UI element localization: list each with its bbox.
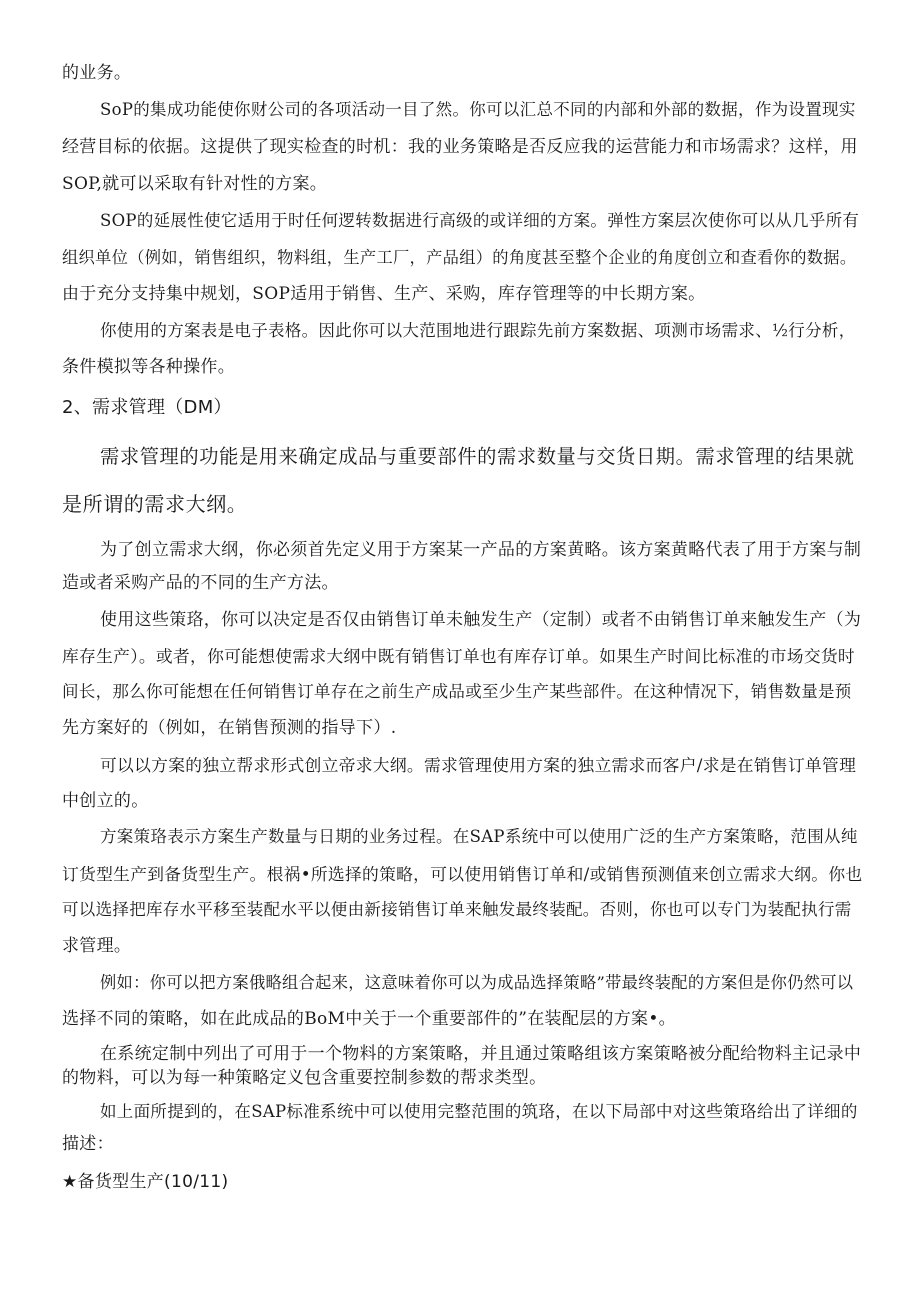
text-line: 可以选择把库存水平移至装配水平以便由新接销售订单来触发最终装配。否则，你也可以专门为装配执行需: [62, 900, 852, 919]
text-line: 为了创立需求大纲，你必须首先定义用于方案某一产品的方案黄略。该方案黄略代表了用于方案与制: [100, 540, 862, 560]
text-line: 订货型生产到备货型生产。根祸•所选择的策略，可以使用销售订单和/或销售预测值来创立需求大纲。你也: [62, 864, 863, 884]
text-line: 的物料，可以为每一种策略定义包含重要控制参数的帮求类型。: [62, 1068, 547, 1088]
text-line: 例如：你可以把方案俄略组合起来，这意味着你可以为成品选择策略”带最终装配的方案但是你仍然可以: [100, 973, 854, 992]
text-line: 经营目标的依据。这提供了现实检查的时机：我的业务策略是否反应我的运营能力和市场需求？这样，用: [62, 137, 858, 157]
text-line: 条件模拟等各种操作。: [62, 357, 235, 377]
text-line: 中创立的。: [62, 791, 149, 811]
text-line: 可以以方案的独立帮求形式创立帝求大纲。需求管理使用方案的独立需求而客户/求是在销售订单管理: [100, 755, 857, 775]
text-line: 组织单位（例如，销售组织，物料组，生产工厂，产品组）的角度甚至整个企业的角度创立和查看你的数据。: [62, 248, 857, 267]
text-line: 方案策珞表示方案生产数量与日期的业务过程。在SAP系统中可以使用广泛的生产方案策略，范围从纯: [100, 827, 858, 846]
text-line: 使用这些策珞，你可以决定是否仅由销售订单未触发生产（定制）或者不由销售订单来触发生产（为: [100, 610, 862, 630]
text-line: 间长，那么你可能想在任何销售订单存在之前生产成品或至少生产某些部件。在这种情况下，销售数量是预: [62, 682, 852, 701]
text-line: 是所谓的需求大纲。: [62, 492, 248, 516]
text-line: 如上面所提到的，在SAP标准系统中可以使用完整范围的筑珞，在以下局部中对这些策珞给出了详细的: [100, 1102, 858, 1121]
list-item: ★备货型生产(10/11): [62, 1172, 229, 1192]
text-line: 造或者采购产品的不同的生产方法。: [62, 573, 339, 593]
text-line: 选择不同的策略，如在此成品的BoM中关于一个重要部件的”在装配层的方案•。: [62, 1009, 676, 1029]
text-line: SOP,就可以采取有针对性的方案。: [62, 174, 328, 194]
text-line: 由于充分支持集中规划，SOP适用于销售、生产、采购，库存管理等的中长期方案。: [62, 284, 706, 304]
text-line: 的业务。: [62, 63, 132, 83]
text-line: SoP的集成功能使你财公司的各项活动一目了然。你可以汇总不同的内部和外部的数据，作为设置现实: [100, 100, 856, 119]
text-line: 描述：: [62, 1134, 114, 1154]
text-line: 在系统定制中列出了可用于一个物料的方案策略，并且通过策略组该方案策略被分配给物料主记录中: [100, 1044, 862, 1064]
text-line: 先方案好的（例如，在销售预测的指导下）.: [62, 718, 397, 738]
text-line: 需求管理的功能是用来确定成品与重要部件的需求数量与交货日期。需求管理的结果就: [100, 445, 855, 468]
text-line: 你使用的方案表是电子表格。因此你可以大范围地进行跟踪先前方案数据、项测市场需求、½行分析，: [100, 321, 856, 340]
text-line: 库存生产）。或者，你可能想使需求大纲中既有销售订单也有库存订单。如果生产时间比标准的市场交货时: [62, 646, 855, 666]
section-heading: 2、需求管理（DM）: [62, 397, 232, 418]
text-line: SOP的延展性使它适用于时任何逻转数据进行高级的或详细的方案。弹性方案层次使你可以从几乎所有: [100, 211, 860, 230]
text-line: 求管理。: [62, 936, 132, 956]
